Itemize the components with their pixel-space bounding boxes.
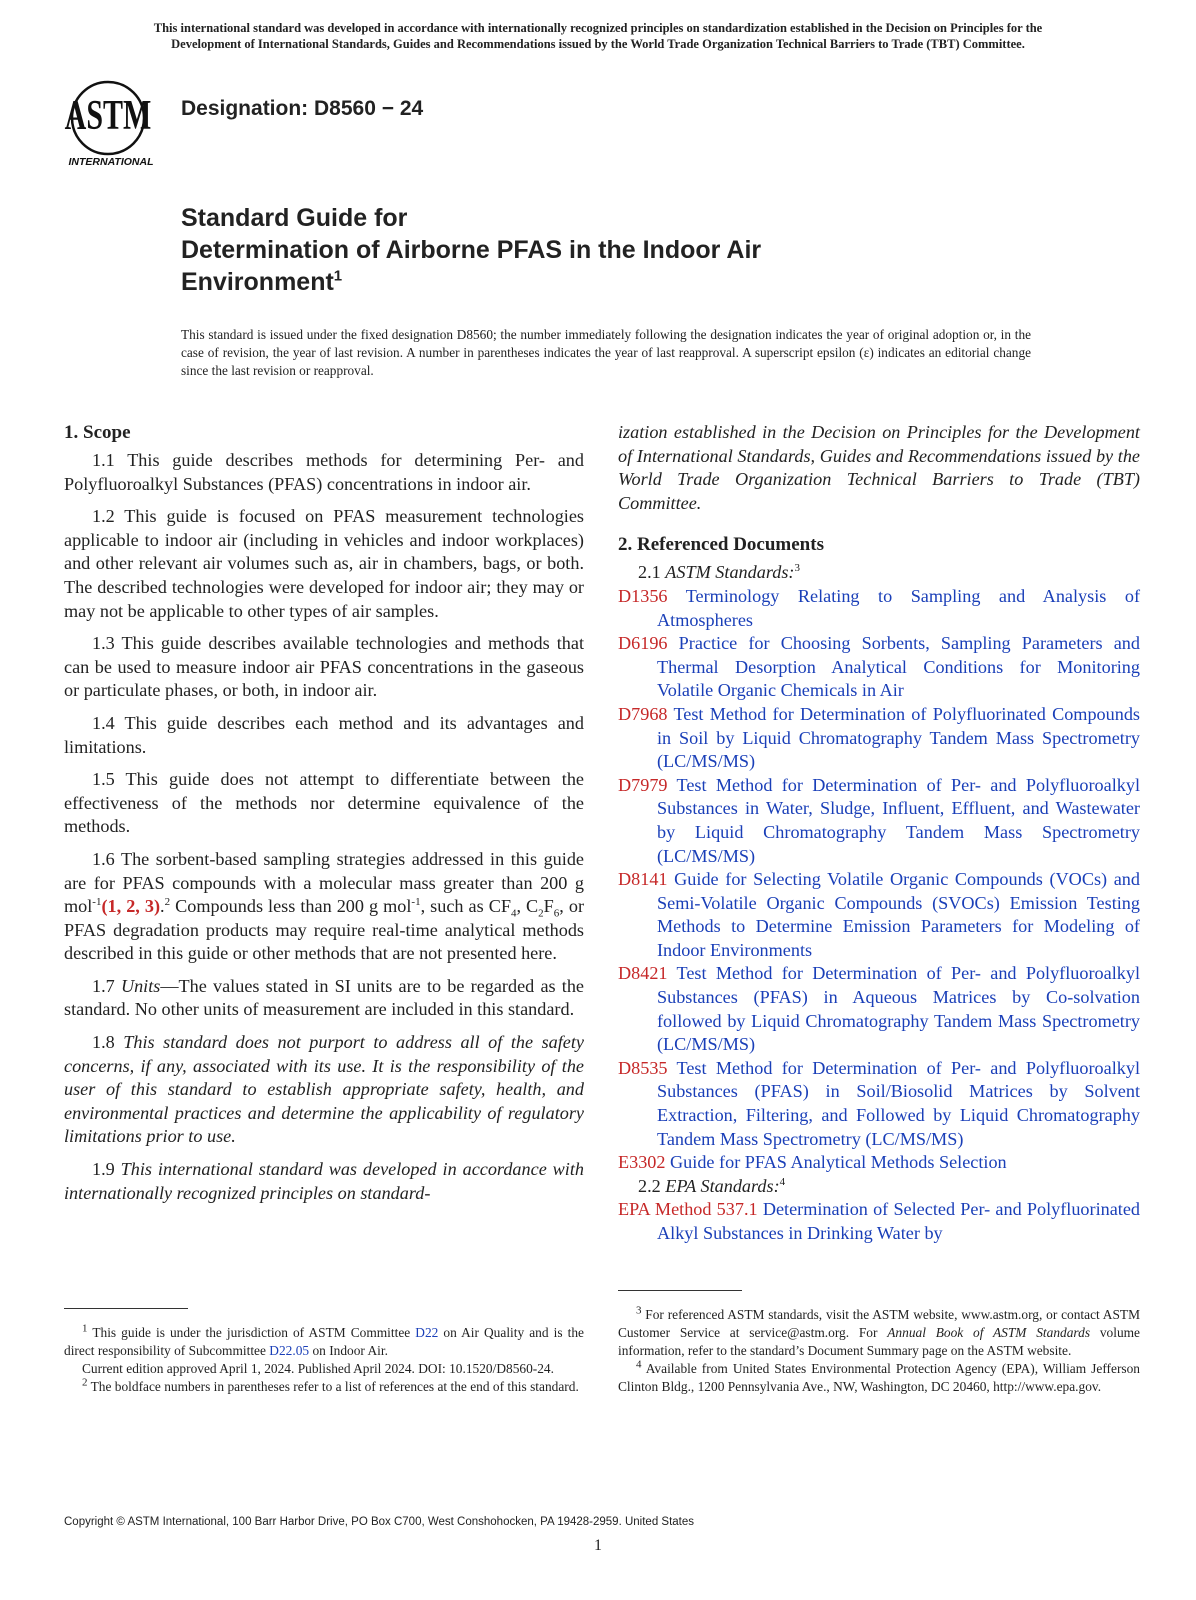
astm-logo: [64, 80, 170, 168]
committee-d22-link[interactable]: D22: [415, 1325, 439, 1340]
epa-method-code-link[interactable]: EPA Method 537.1: [618, 1199, 758, 1220]
subcommittee-d22-05-link[interactable]: D22.05: [269, 1343, 310, 1358]
footnotes-right: [618, 1306, 1140, 1396]
epa-method-title-link[interactable]: Determination of Selected Per- and Polyfluorinated Alkyl Substances in Drinking Water by: [657, 1199, 1141, 1243]
scope-1-8: 1.8 This standard does not purport to address all of the safety concerns, if any, associated with its use. It is the responsibility of the user of this standard to establish appropriate safety, health, and environmental practices and determine the applicability of regulatory limitations prior to use.: [64, 1032, 585, 1147]
reference-title-link[interactable]: Guide for Selecting Volatile Organic Compounds (VOCs) and Semi-Volatile Organic Compounds (SVOCs) Emission Testing Methods to Determine Emission Parameters for Modeling of Indoor Environments: [657, 869, 1140, 960]
reference-code-link[interactable]: E3302: [618, 1152, 666, 1173]
reference-title-link[interactable]: Test Method for Determination of Polyfluorinated Compounds in Soil by Liquid Chromatography Tandem Mass Spectrometry (LC/MS/MS): [657, 703, 1141, 772]
scope-1-5: 1.5 This guide does not attempt to differentiate between the effectiveness of the methods nor determine equivalence of the methods.: [64, 769, 584, 837]
reference-title-link[interactable]: Test Method for Determination of Per- and Polyfluoroalkyl Substances (PFAS) in Soil/Biosolid Matrices by Solvent Extraction, Filtering, and Followed by Liquid Chromatography Tandem Mass Spectrometry (LC/MS/MS): [657, 1057, 1140, 1149]
reference-code-link[interactable]: D7968: [618, 703, 668, 724]
footnote-3: $^3$ For referenced ASTM standards, visit the ASTM website, www.astm.org, or contact ASTM Customer Service at service@astm.org. For Annual Book of ASTM Standards volume information, refer to the standard’s Document Summary page on the ASTM website.: [618, 1304, 1140, 1358]
reference-item: [618, 774, 1140, 868]
footnotes-left: [64, 1324, 584, 1396]
reference-link-3[interactable]: 3: [144, 896, 154, 917]
left-column: [64, 421, 584, 1214]
reference-item: [618, 1057, 1140, 1151]
footnote-4: $^4$ Available from United States Environmental Protection Agency (EPA), William Jefferson Clinton Bldg., 1200 Pennsylvania Ave., NW, Washington, DC 20460, http://www.epa.gov.: [618, 1358, 1140, 1394]
reference-title-link[interactable]: Practice for Choosing Sorbents, Sampling Parameters and Thermal Desorption Analytical Conditions for Monitoring Volatile Organic Chemicals in Air: [657, 633, 1140, 701]
notice-line-2: Development of International Standards, Guides and Recommendations issued by the World Trade Organization Technical Barriers to Trade (TBT) Committee.: [171, 37, 1025, 51]
scope-1-4: 1.4 This guide describes each method and its advantages and limitations.: [64, 712, 584, 757]
top-notice: [40, 20, 1156, 52]
reference-item: [618, 703, 1140, 774]
reference-code-link[interactable]: D8535: [618, 1057, 668, 1078]
scope-heading: 1. Scope: [64, 422, 131, 443]
footnote-ref-3[interactable]: 3: [794, 562, 800, 575]
reference-title-link[interactable]: Guide for PFAS Analytical Methods Selection: [670, 1152, 1007, 1173]
title-line-3: [181, 266, 1061, 298]
scope-1-2: 1.2 This guide is focused on PFAS measurement technologies applicable to indoor air (including in vehicles and indoor workplaces) and other relevant air volumes such as, air in chambers, bags, or both. The described technologies were developed for indoor air; they may or may not be applicable to other types of air samples.: [64, 506, 584, 621]
reference-item: [618, 868, 1140, 962]
title-line-1: Standard Guide for: [181, 204, 408, 232]
reference-code-link[interactable]: D6196: [618, 633, 668, 654]
footnote-ref-4[interactable]: 4: [779, 1175, 786, 1188]
footnote-1: $^1$ This guide is under the jurisdiction of ASTM Committee D22 on Air Quality and is the direct responsibility of Subcommittee D22.05 on Indoor Air.: [64, 1322, 584, 1358]
scope-1-1: 1.1 This guide describes methods for determining Per- and Polyfluoroalkyl Substances (PFAS) concentrations in indoor air.: [64, 450, 584, 494]
reference-title-link[interactable]: Test Method for Determination of Per- and Polyfluoroalkyl Substances in Water, Sludge, Influent, Effluent, and Wastewater by Liquid Chromatography Tandem Mass Spectrometry (LC/MS/MS): [657, 774, 1140, 866]
issuance-statement: This standard is issued under the fixed designation D8560; the number immediately following the designation indicates the year of original adoption or, in the case of revision, the year of last revision. A number in parentheses indicates the year of last reapproval. A superscript epsilon (ε) indicates an editorial change since the last revision or reapproval.: [181, 327, 1031, 378]
reference-item: [618, 1151, 1140, 1175]
title-footnote-ref[interactable]: 1: [333, 267, 343, 285]
astm-reference-list: [618, 585, 1140, 1175]
scope-1-3: 1.3 This guide describes available technologies and methods that can be used to measure indoor air PFAS concentrations in the gaseous or particulate phases, or both, in indoor air.: [64, 633, 584, 701]
astm-standards-label: 2.1 ASTM Standards:$^3$: [638, 562, 800, 583]
notice-line-1: This international standard was developed in accordance with internationally recognized principles on standardization established in the Decision on Principles for the: [153, 21, 1043, 35]
reference-title-link[interactable]: Terminology Relating to Sampling and Analysis of Atmospheres: [657, 585, 1140, 630]
right-column: [618, 421, 1140, 1246]
scope-1-9: 1.9 This international standard was developed in accordance with internationally recognized principles on standard-: [64, 1159, 585, 1203]
reference-code-link[interactable]: D7979: [618, 774, 668, 795]
footnote-rule-right: [618, 1290, 742, 1291]
footnote-2: $^2$ The boldface numbers in parentheses refer to a list of references at the end of this standard.: [82, 1376, 579, 1394]
reference-title-link[interactable]: Test Method for Determination of Per- and Polyfluoroalkyl Substances (PFAS) in Aqueous Matrices by Co-solvation followed by Liquid Chromatography Tandem Mass Spectrometry (LC/MS/MS): [657, 963, 1140, 1055]
epa-reference-item: [618, 1198, 1140, 1245]
reference-code-link[interactable]: D1356: [618, 585, 668, 606]
logo-sub: INTERNATIONAL: [68, 156, 154, 168]
scope-1-6: 1.6 The sorbent-based sampling strategies addressed in this guide are for PFAS compounds with a molecular mass greater than 200 g mol$^{-1}$(1, 2, 3).$^2$ Compounds less than 200 g mol$^{-1}$, such as $CF_4$, $C_2F_6$, or PFAS degradation products may require real-time analytical methods described in this guide or other methods that are not presented here.: [64, 848, 585, 964]
reference-item: [618, 585, 1140, 632]
reference-code-link[interactable]: D8141: [618, 869, 668, 890]
reference-link-1[interactable]: 1: [107, 896, 117, 917]
reference-link-2[interactable]: 2: [126, 896, 136, 917]
document-title: [181, 202, 1061, 298]
referenced-documents-heading: 2. Referenced Documents: [618, 534, 824, 556]
logo-letters: ASTM: [64, 91, 152, 139]
epa-standards-label: 2.2 EPA Standards:$^4$: [638, 1175, 786, 1196]
copyright-notice: Copyright © ASTM International, 100 Barr Harbor Drive, PO Box C700, West Conshohocken, PA 19428-2959. United States: [64, 1516, 695, 1528]
reference-item: [618, 632, 1140, 703]
footnote-rule-left: [64, 1308, 188, 1309]
title-line-2: Determination of Airborne PFAS in the Indoor Air: [181, 236, 762, 264]
scope-1-7: 1.7 Units—The values stated in SI units are to be regarded as the standard. No other units of measurement are included in this standard.: [64, 975, 585, 1020]
reference-item: [618, 962, 1140, 1056]
page-number: 1: [594, 1537, 602, 1554]
scope-1-9-continued: ization established in the Decision on Principles for the Development of International Standards, Guides and Recommendations issued by the World Trade Organization Technical Barriers to Trade (TBT) Committee.: [618, 422, 1140, 513]
footnote-ref-2[interactable]: 2: [164, 896, 171, 909]
reference-code-link[interactable]: D8421: [618, 963, 668, 984]
footnote-1-edition: Current edition approved April 1, 2024. Published April 2024. DOI: 10.1520/D8560-24.: [82, 1361, 554, 1376]
designation: Designation: D8560 − 24: [181, 97, 424, 120]
title-line-3-text: Environment: [181, 268, 334, 296]
